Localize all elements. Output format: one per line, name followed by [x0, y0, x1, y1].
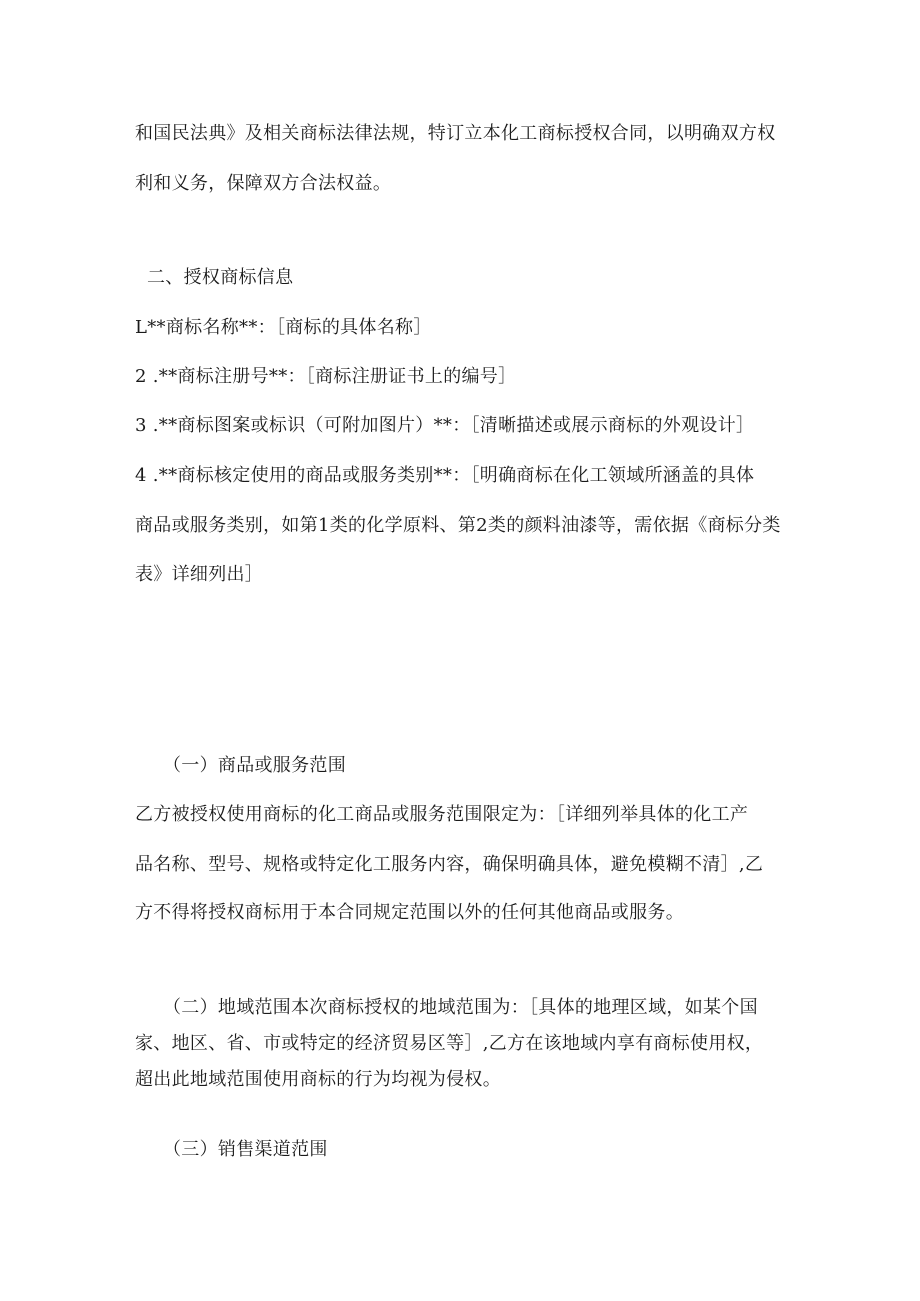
- trademark-name-item: L**商标名称**：［商标的具体名称］: [135, 317, 432, 338]
- scope-goods-line-1: 乙方被授权使用商标的化工商品或服务范围限定为：［详细列举具体的化工产: [135, 804, 749, 825]
- trademark-class-item-line-3: 表》详细列出］: [135, 564, 264, 585]
- scope-region-line-3: 超出此地域范围使用商标的行为均视为侵权。: [135, 1069, 501, 1090]
- intro-line-1: 和国民法典》及相关商标法律法规，特订立本化工商标授权合同，以明确双方权: [135, 123, 776, 144]
- section-2-heading: 二、授权商标信息: [147, 267, 294, 288]
- trademark-class-item-line-2: 商品或服务类别，如第1类的化学原料、第2类的颜料油漆等，需依据《商标分类: [135, 515, 781, 536]
- intro-line-2: 利和义务，保障双方合法权益。: [135, 173, 392, 194]
- trademark-class-item-line-1: 4 .**商标核定使用的商品或服务类别**：［明确商标在化工领域所涵盖的具体: [135, 465, 755, 486]
- scope-goods-line-2: 品名称、型号、规格或特定化工服务内容，确保明确具体，避免模糊不清］,乙: [135, 854, 764, 875]
- scope-channel-heading: （三）销售渠道范围: [163, 1139, 328, 1160]
- scope-region-line-1: （二）地域范围本次商标授权的地域范围为：［具体的地理区域，如某个国: [163, 997, 758, 1018]
- scope-goods-line-3: 方不得将授权商标用于本合同规定范围以外的任何其他商品或服务。: [135, 902, 684, 923]
- trademark-registration-item: 2 .**商标注册号**：［商标注册证书上的编号］: [135, 366, 517, 387]
- scope-goods-heading: （一）商品或服务范围: [163, 755, 346, 776]
- trademark-design-item: 3 .**商标图案或标识（可附加图片）**：［清晰描述或展示商标的外观设计］: [135, 415, 755, 436]
- scope-region-line-2: 家、地区、省、市或特定的经济贸易区等］,乙方在该地域内享有商标使用权，: [135, 1033, 764, 1054]
